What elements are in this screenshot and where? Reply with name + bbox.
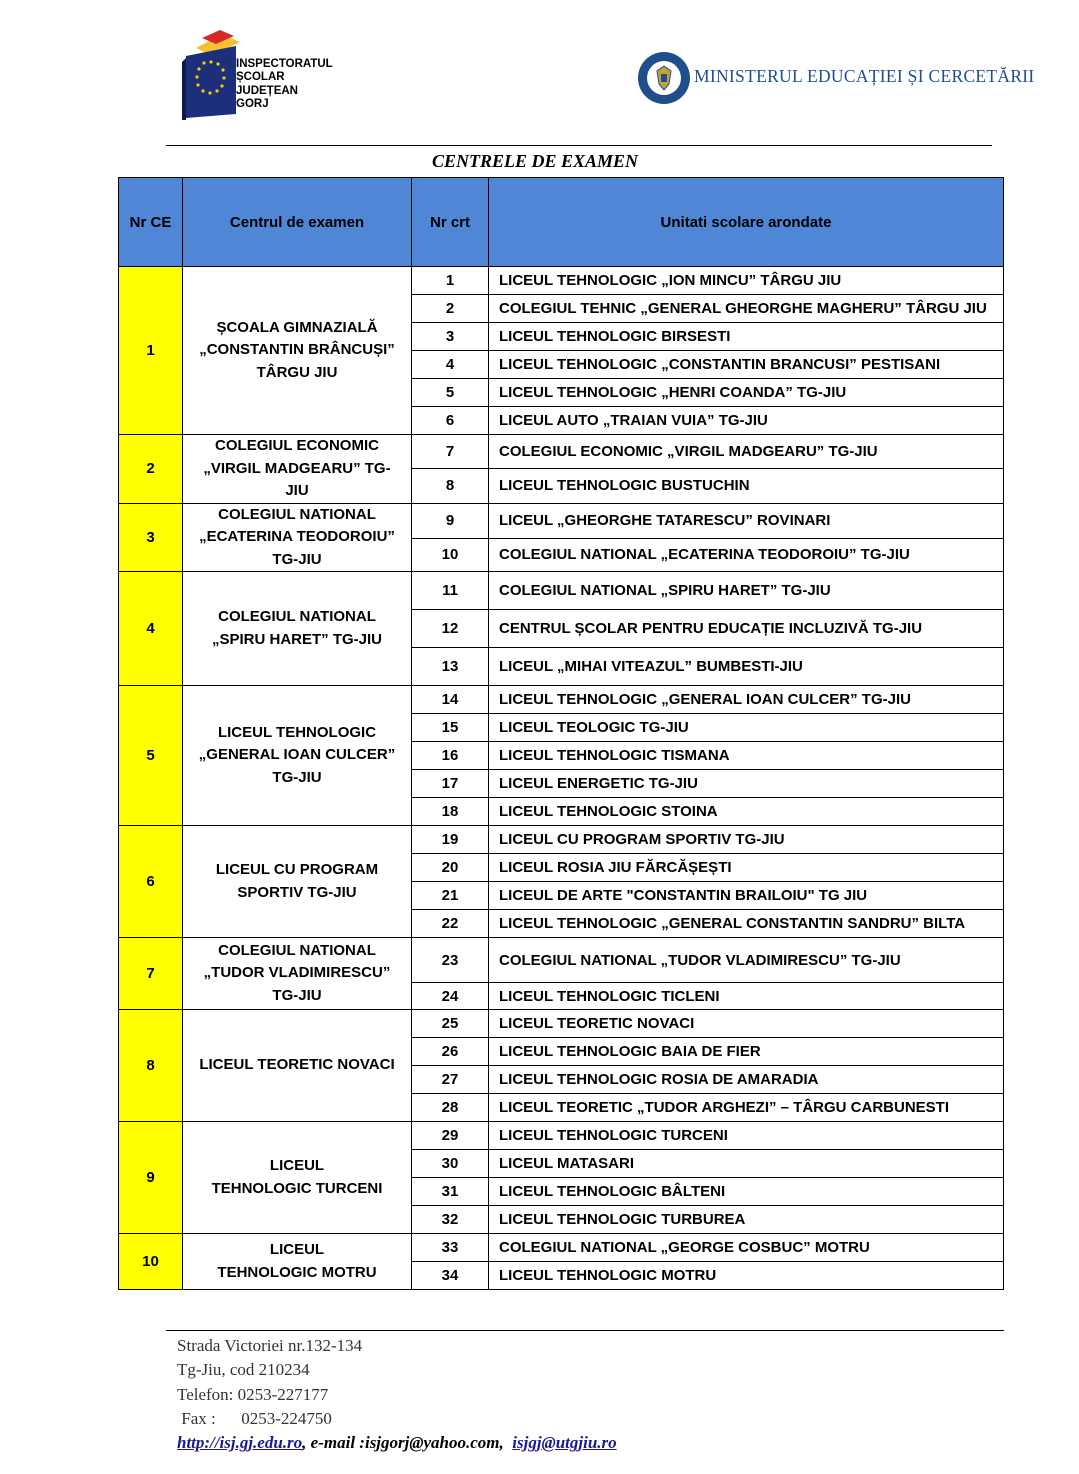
school-number: 24: [412, 983, 489, 1010]
school-number: 1: [412, 267, 489, 295]
ministry-name: MINISTERUL EDUCAȚIEI ȘI CERCETĂRII: [694, 66, 1035, 86]
header-nr-crt: Nr crt: [412, 178, 489, 267]
table-row: [119, 686, 1004, 714]
school-number: 29: [412, 1122, 489, 1150]
school-number: 17: [412, 770, 489, 798]
school-name: LICEUL MATASARI: [489, 1150, 1004, 1178]
school-name: LICEUL TEHNOLOGIC „GENERAL CONSTANTIN SANDRU” BILTA: [489, 910, 1004, 938]
school-number: 7: [412, 435, 489, 469]
header-divider: [166, 145, 992, 146]
school-number: 2: [412, 295, 489, 323]
school-number: 34: [412, 1262, 489, 1290]
isj-line: INSPECTORATUL: [236, 58, 333, 70]
school-name: COLEGIUL TEHNIC „GENERAL GHEORGHE MAGHERU” TÂRGU JIU: [489, 295, 1004, 323]
school-name: LICEUL DE ARTE "CONSTANTIN BRAILOIU" TG JIU: [489, 882, 1004, 910]
school-name: CENTRUL ȘCOLAR PENTRU EDUCAȚIE INCLUZIVĂ TG-JIU: [489, 610, 1004, 648]
school-name: COLEGIUL NATIONAL „ECATERINA TEODOROIU” TG-JIU: [489, 538, 1004, 571]
center-name: LICEUL TEORETIC NOVACI: [183, 1010, 412, 1122]
school-number: 3: [412, 323, 489, 351]
school-number: 28: [412, 1094, 489, 1122]
table-row: [119, 1234, 1004, 1262]
school-number: 27: [412, 1066, 489, 1094]
school-number: 14: [412, 686, 489, 714]
school-name: LICEUL TEHNOLOGIC „HENRI COANDA” TG-JIU: [489, 379, 1004, 407]
footer-contact: [177, 1431, 617, 1455]
center-name: LICEUL TEHNOLOGIC TURCENI: [183, 1122, 412, 1234]
center-name: LICEUL CU PROGRAM SPORTIV TG-JIU: [183, 826, 412, 938]
school-name: LICEUL „GHEORGHE TATARESCU” ROVINARI: [489, 503, 1004, 538]
school-number: 18: [412, 798, 489, 826]
center-number: 10: [119, 1234, 183, 1290]
school-name: LICEUL TEHNOLOGIC „CONSTANTIN BRANCUSI” PESTISANI: [489, 351, 1004, 379]
center-number: 3: [119, 503, 183, 572]
footer-city: Tg-Jiu, cod 210234: [177, 1360, 310, 1380]
table-row: [119, 1122, 1004, 1150]
table-row: [119, 435, 1004, 469]
isj-line: ȘCOLAR: [236, 71, 285, 84]
table-header-row: [119, 178, 1004, 267]
table-row: [119, 826, 1004, 854]
school-number: 9: [412, 503, 489, 538]
footer-divider: [166, 1330, 1004, 1331]
school-name: LICEUL TEHNOLOGIC STOINA: [489, 798, 1004, 826]
center-name: COLEGIUL NATIONAL „ECATERINA TEODOROIU” TG-JIU: [183, 503, 412, 572]
isj-name: [236, 58, 333, 112]
table-row: [119, 1010, 1004, 1038]
school-name: LICEUL TEHNOLOGIC TURCENI: [489, 1122, 1004, 1150]
email-link-2[interactable]: isjgj@utgjiu.ro: [512, 1433, 617, 1453]
website-link[interactable]: http://isj.gj.edu.ro: [177, 1433, 303, 1453]
school-name: LICEUL TEHNOLOGIC „GENERAL IOAN CULCER” TG-JIU: [489, 686, 1004, 714]
footer-fax: Fax : 0253-224750: [177, 1408, 332, 1428]
table-row: [119, 267, 1004, 295]
center-name: LICEUL TEHNOLOGIC MOTRU: [183, 1234, 412, 1290]
isj-line: JUDEȚEAN: [236, 84, 298, 97]
school-name: COLEGIUL NATIONAL „SPIRU HARET” TG-JIU: [489, 572, 1004, 610]
center-number: 1: [119, 267, 183, 435]
center-name: COLEGIUL NATIONAL „TUDOR VLADIMIRESCU” TG-JIU: [183, 938, 412, 1010]
school-name: LICEUL ENERGETIC TG-JIU: [489, 770, 1004, 798]
center-name: ȘCOALA GIMNAZIALĂ „CONSTANTIN BRÂNCUȘI” TÂRGU JIU: [183, 267, 412, 435]
school-number: 31: [412, 1178, 489, 1206]
school-name: LICEUL TEHNOLOGIC TISMANA: [489, 742, 1004, 770]
footer: [177, 1334, 617, 1455]
school-name: LICEUL AUTO „TRAIAN VUIA” TG-JIU: [489, 407, 1004, 435]
school-number: 30: [412, 1150, 489, 1178]
center-name: COLEGIUL NATIONAL „SPIRU HARET” TG-JIU: [183, 572, 412, 686]
school-name: LICEUL TEHNOLOGIC ROSIA DE AMARADIA: [489, 1066, 1004, 1094]
table-row: [119, 938, 1004, 983]
school-number: 8: [412, 469, 489, 503]
school-name: LICEUL TEHNOLOGIC MOTRU: [489, 1262, 1004, 1290]
footer-address: Strada Victoriei nr.132-134: [177, 1336, 363, 1355]
school-name: LICEUL TEHNOLOGIC BIRSESTI: [489, 323, 1004, 351]
school-name: LICEUL TEHNOLOGIC BÂLTENI: [489, 1178, 1004, 1206]
header-exam-center: Centrul de examen: [183, 178, 412, 267]
isj-line: GORJ: [236, 98, 269, 111]
center-number: 5: [119, 686, 183, 826]
school-name: LICEUL TEHNOLOGIC TICLENI: [489, 983, 1004, 1010]
center-number: 2: [119, 435, 183, 504]
email-link-1[interactable]: isjgorj@yahoo.com: [364, 1433, 500, 1453]
table-body: [119, 267, 1004, 1290]
school-name: LICEUL ROSIA JIU FĂRCĂȘEȘTI: [489, 854, 1004, 882]
school-name: COLEGIUL NATIONAL „GEORGE COSBUC” MOTRU: [489, 1234, 1004, 1262]
school-name: COLEGIUL NATIONAL „TUDOR VLADIMIRESCU” TG-JIU: [489, 938, 1004, 983]
school-name: LICEUL „MIHAI VITEAZUL” BUMBESTI-JIU: [489, 648, 1004, 686]
center-number: 8: [119, 1010, 183, 1122]
school-name: LICEUL TEORETIC „TUDOR ARGHEZI” – TÂRGU CARBUNESTI: [489, 1094, 1004, 1122]
school-name: LICEUL TEHNOLOGIC BUSTUCHIN: [489, 469, 1004, 503]
school-name: LICEUL TEHNOLOGIC TURBUREA: [489, 1206, 1004, 1234]
school-number: 21: [412, 882, 489, 910]
center-name: COLEGIUL ECONOMIC „VIRGIL MADGEARU” TG- JIU: [183, 435, 412, 504]
government-seal-icon: [636, 44, 692, 112]
school-number: 10: [412, 538, 489, 571]
school-number: 26: [412, 1038, 489, 1066]
center-number: 9: [119, 1122, 183, 1234]
center-number: 7: [119, 938, 183, 1010]
school-number: 25: [412, 1010, 489, 1038]
school-number: 5: [412, 379, 489, 407]
school-number: 22: [412, 910, 489, 938]
footer-phone: Telefon: 0253-227177: [177, 1384, 329, 1404]
exam-centers-table: [118, 177, 1004, 1290]
school-number: 13: [412, 648, 489, 686]
school-number: 20: [412, 854, 489, 882]
table-row: [119, 503, 1004, 538]
email-label: , e-mail :: [302, 1433, 365, 1453]
school-number: 6: [412, 407, 489, 435]
school-name: LICEUL TEORETIC NOVACI: [489, 1010, 1004, 1038]
header-schools: Unitati scolare arondate: [489, 178, 1004, 267]
center-name: LICEUL TEHNOLOGIC „GENERAL IOAN CULCER” TG-JIU: [183, 686, 412, 826]
email-separator: ,: [499, 1433, 513, 1453]
school-number: 12: [412, 610, 489, 648]
document-title: CENTRELE DE EXAMEN: [431, 151, 639, 171]
school-number: 15: [412, 714, 489, 742]
school-number: 11: [412, 572, 489, 610]
center-number: 6: [119, 826, 183, 938]
school-number: 4: [412, 351, 489, 379]
school-number: 16: [412, 742, 489, 770]
school-name: LICEUL TEOLOGIC TG-JIU: [489, 714, 1004, 742]
header-nr-ce: Nr CE: [119, 178, 183, 267]
table-row: [119, 572, 1004, 610]
school-number: 19: [412, 826, 489, 854]
school-name: LICEUL TEHNOLOGIC „ION MINCU” TÂRGU JIU: [489, 267, 1004, 295]
school-name: COLEGIUL ECONOMIC „VIRGIL MADGEARU” TG-JIU: [489, 435, 1004, 469]
school-number: 33: [412, 1234, 489, 1262]
school-number: 32: [412, 1206, 489, 1234]
school-number: 23: [412, 938, 489, 983]
center-number: 4: [119, 572, 183, 686]
school-name: LICEUL TEHNOLOGIC BAIA DE FIER: [489, 1038, 1004, 1066]
school-name: LICEUL CU PROGRAM SPORTIV TG-JIU: [489, 826, 1004, 854]
